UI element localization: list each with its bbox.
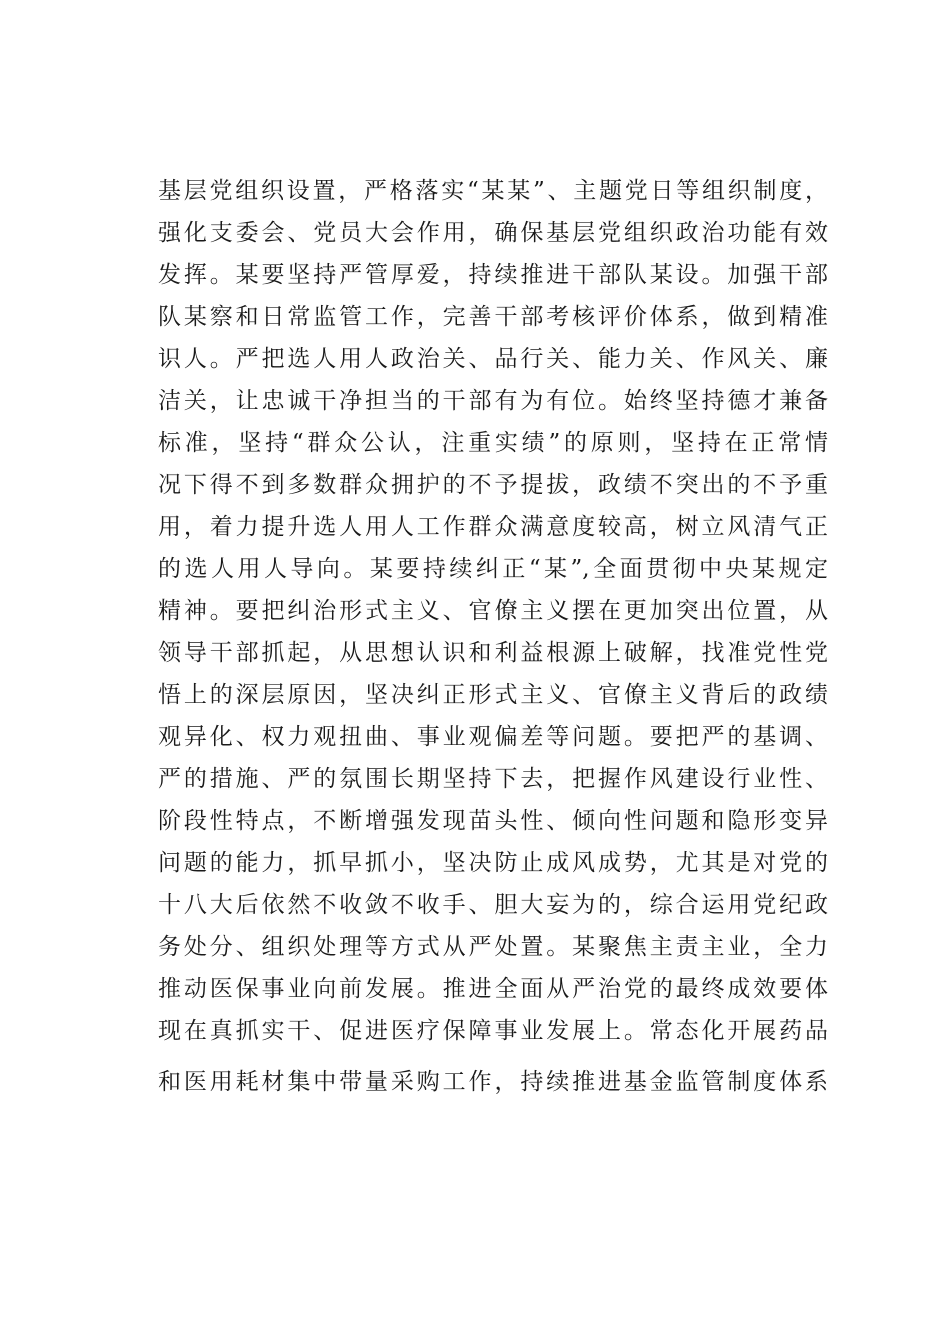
text-line: 问题的能力，抓早抓小，坚决防止成风成势，尤其是对党的 <box>158 850 828 876</box>
text-line: 现在真抓实干、促进医疗保障事业发展上。常态化开展药品 <box>158 1018 828 1044</box>
text-line: 识人。严把选人用人政治关、品行关、能力关、作风关、廉 <box>158 346 828 372</box>
text-line: 十八大后依然不收敛不收手、胆大妄为的，综合运用党纪政 <box>158 892 828 918</box>
text-line: 观异化、权力观扭曲、事业观偏差等问题。要把严的基调、 <box>158 724 828 750</box>
body-paragraph <box>158 170 828 1103</box>
text-line: 强化支委会、党员大会作用，确保基层党组织政治功能有效 <box>158 220 828 246</box>
text-line: 务处分、组织处理等方式从严处置。某聚焦主责主业，全力 <box>158 934 828 960</box>
text-line: 严的措施、严的氛围长期坚持下去，把握作风建设行业性、 <box>158 766 828 792</box>
text-line: 队某察和日常监管工作，完善干部考核评价体系，做到精准 <box>158 304 828 330</box>
text-line: 精神。要把纠治形式主义、官僚主义摆在更加突出位置，从 <box>158 598 828 624</box>
text-line: 基层党组织设置，严格落实“某某”、主题党日等组织制度， <box>158 178 828 204</box>
text-line: 的选人用人导向。某要持续纠正“某”,全面贯彻中央某规定 <box>158 556 828 582</box>
text-line: 况下得不到多数群众拥护的不予提拔，政绩不突出的不予重 <box>158 472 828 498</box>
text-line: 发挥。某要坚持严管厚爱，持续推进干部队某设。加强干部 <box>158 262 828 288</box>
text-line: 悟上的深层原因，坚决纠正形式主义、官僚主义背后的政绩 <box>158 682 828 708</box>
text-line: 用，着力提升选人用人工作群众满意度较高，树立风清气正 <box>158 514 828 540</box>
text-line: 标准，坚持“群众公认，注重实绩”的原则，坚持在正常情 <box>158 430 828 456</box>
text-line: 和医用耗材集中带量采购工作，持续推进基金监管制度体系 <box>158 1069 828 1095</box>
text-line: 领导干部抓起，从思想认识和利益根源上破解，找准党性党 <box>158 640 828 666</box>
text-line: 洁关，让忠诚干净担当的干部有为有位。始终坚持德才兼备 <box>158 388 828 414</box>
text-line: 阶段性特点，不断增强发现苗头性、倾向性问题和隐形变异 <box>158 808 828 834</box>
text-line: 推动医保事业向前发展。推进全面从严治党的最终成效要体 <box>158 976 828 1002</box>
